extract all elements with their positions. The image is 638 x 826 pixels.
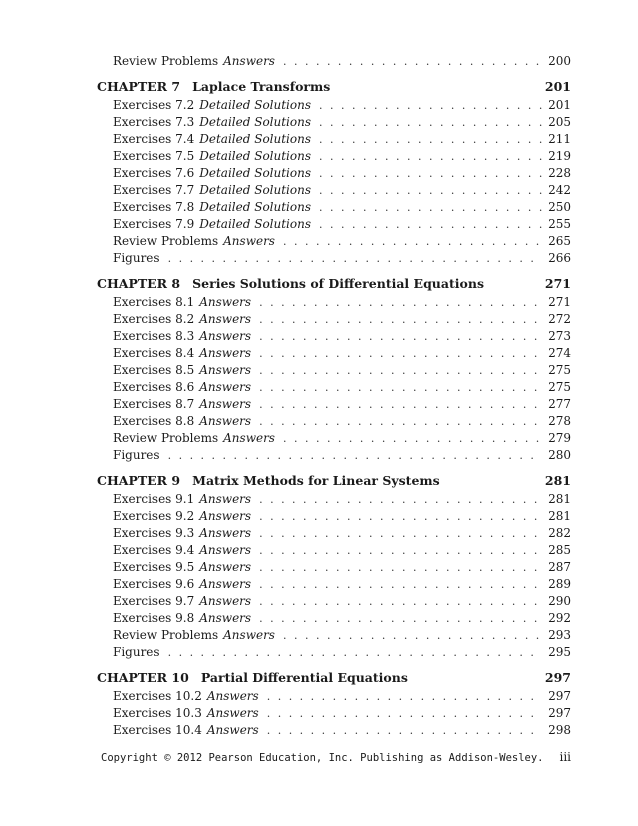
dot-leader	[319, 148, 542, 165]
toc-entry[interactable]	[97, 576, 571, 593]
entry-label: Exercises 8.6	[113, 380, 195, 394]
dot-leader	[259, 311, 542, 328]
dot-leader	[259, 396, 542, 413]
chapter-title: Partial Differential Equations	[200, 670, 408, 685]
entry-label: Review Problems	[113, 431, 219, 445]
chapter-page-number: 201	[544, 79, 571, 94]
toc-entry[interactable]	[97, 182, 571, 199]
chapter-list	[97, 78, 571, 739]
chapter-number: CHAPTER 10	[97, 670, 189, 685]
entry-subtitle: Answers	[199, 560, 252, 574]
entry-label: Exercises 9.1	[113, 492, 195, 506]
toc-entry[interactable]	[97, 627, 571, 644]
entry-page-number: 280	[548, 448, 571, 462]
entry-page-number: 205	[548, 115, 571, 129]
toc-entry[interactable]	[97, 131, 571, 148]
toc-entry[interactable]	[97, 345, 571, 362]
entry-page-number: 285	[548, 543, 571, 557]
entry-label: Review Problems	[113, 54, 219, 68]
toc-entry-review-problems-ch6[interactable]	[97, 53, 571, 70]
entry-subtitle: Detailed Solutions	[199, 200, 312, 214]
entry-subtitle: Answers	[223, 234, 275, 248]
dot-leader	[267, 688, 542, 705]
entry-label: Exercises 8.1	[113, 295, 195, 309]
entry-page-number: 201	[548, 98, 571, 112]
dot-leader	[259, 508, 542, 525]
entry-label: Figures	[113, 448, 160, 462]
dot-leader	[168, 250, 543, 267]
entry-subtitle: Answers	[199, 611, 252, 625]
entry-subtitle: Answers	[223, 628, 275, 642]
entry-label: Exercises 7.3	[113, 115, 195, 129]
entry-label: Exercises 7.6	[113, 166, 195, 180]
entry-label: Figures	[113, 251, 160, 265]
entry-subtitle: Detailed Solutions	[199, 183, 312, 197]
entry-subtitle: Answers	[199, 526, 252, 540]
dot-leader	[259, 379, 542, 396]
dot-leader	[168, 447, 543, 464]
entry-page-number: 265	[548, 234, 571, 248]
entry-subtitle: Answers	[199, 312, 252, 326]
entry-subtitle: Detailed Solutions	[199, 115, 312, 129]
entry-page-number: 266	[548, 251, 571, 265]
entry-page-number: 290	[548, 594, 571, 608]
entry-page-number: 278	[548, 414, 571, 428]
chapter-number: CHAPTER 9	[97, 473, 181, 488]
toc-entry[interactable]	[97, 328, 571, 345]
entry-label: Exercises 9.6	[113, 577, 195, 591]
entry-label: Exercises 7.9	[113, 217, 195, 231]
chapter-title: Laplace Transforms	[192, 79, 331, 94]
toc-entry[interactable]	[97, 294, 571, 311]
entry-label: Exercises 8.3	[113, 329, 195, 343]
entry-label: Review Problems	[113, 234, 219, 248]
chapter-heading[interactable]	[97, 669, 571, 687]
dot-leader	[283, 430, 542, 447]
entry-label: Exercises 7.5	[113, 149, 195, 163]
dot-leader	[319, 165, 542, 182]
dot-leader	[168, 644, 543, 661]
entry-page-number: 242	[548, 183, 571, 197]
entry-subtitle: Answers	[223, 54, 275, 68]
toc-entry[interactable]	[97, 379, 571, 396]
chapter-title: Matrix Methods for Linear Systems	[192, 473, 440, 488]
toc-entry[interactable]	[97, 216, 571, 233]
toc-entry[interactable]	[97, 362, 571, 379]
dot-leader	[319, 131, 542, 148]
chapter-page-number: 281	[544, 473, 571, 488]
dot-leader	[259, 328, 542, 345]
entry-page-number: 219	[548, 149, 571, 163]
entry-page-number: 255	[548, 217, 571, 231]
entry-label: Figures	[113, 645, 160, 659]
copyright-notice: Copyright © 2012 Pearson Education, Inc. Publishing as Addison-Wesley.	[101, 752, 544, 764]
toc-entry[interactable]	[97, 447, 571, 464]
toc-entry[interactable]	[97, 542, 571, 559]
entry-label: Exercises 7.2	[113, 98, 195, 112]
entry-label: Exercises 9.8	[113, 611, 195, 625]
chapter-number: CHAPTER 8	[97, 276, 181, 291]
entry-label: Exercises 10.4	[113, 723, 202, 737]
entry-subtitle: Detailed Solutions	[199, 217, 312, 231]
dot-leader	[319, 182, 542, 199]
entry-subtitle: Answers	[199, 594, 252, 608]
entry-label: Exercises 10.2	[113, 689, 202, 703]
toc-entry[interactable]	[97, 593, 571, 610]
entry-subtitle: Answers	[199, 577, 252, 591]
entry-subtitle: Answers	[199, 414, 252, 428]
entry-page-number: 228	[548, 166, 571, 180]
toc-entry[interactable]	[97, 491, 571, 508]
entry-subtitle: Answers	[206, 723, 259, 737]
toc-entry[interactable]	[97, 644, 571, 661]
entry-label: Exercises 9.2	[113, 509, 195, 523]
entry-page-number: 273	[548, 329, 571, 343]
dot-leader	[267, 705, 542, 722]
entry-label: Exercises 9.3	[113, 526, 195, 540]
entry-page-number: 295	[548, 645, 571, 659]
entry-page-number: 289	[548, 577, 571, 591]
dot-leader	[259, 362, 542, 379]
entry-label: Exercises 7.8	[113, 200, 195, 214]
dot-leader	[259, 491, 542, 508]
entry-subtitle: Answers	[199, 363, 252, 377]
entry-subtitle: Answers	[199, 397, 252, 411]
entry-page-number: 281	[548, 509, 571, 523]
entry-page-number: 250	[548, 200, 571, 214]
entry-label: Exercises 8.8	[113, 414, 195, 428]
entry-page-number: 287	[548, 560, 571, 574]
dot-leader	[259, 610, 542, 627]
entry-page-number: 271	[548, 295, 571, 309]
entry-subtitle: Answers	[199, 509, 252, 523]
dot-leader	[319, 97, 542, 114]
chapter-heading[interactable]	[97, 78, 571, 96]
dot-leader	[283, 53, 542, 70]
dot-leader	[319, 199, 542, 216]
dot-leader	[283, 233, 542, 250]
toc-entry[interactable]	[97, 233, 571, 250]
entry-label: Exercises 8.5	[113, 363, 195, 377]
page-footer	[101, 750, 571, 764]
entry-subtitle: Answers	[199, 346, 252, 360]
entry-label: Exercises 9.7	[113, 594, 195, 608]
entry-page-number: 297	[548, 689, 571, 703]
dot-leader	[319, 216, 542, 233]
dot-leader	[319, 114, 542, 131]
toc-entry[interactable]	[97, 722, 571, 739]
entry-label: Exercises 8.7	[113, 397, 195, 411]
entry-label: Exercises 8.2	[113, 312, 195, 326]
toc-entry[interactable]	[97, 705, 571, 722]
entry-page-number: 277	[548, 397, 571, 411]
toc-entry[interactable]	[97, 508, 571, 525]
entry-label: Exercises 9.4	[113, 543, 195, 557]
dot-leader	[259, 542, 542, 559]
entry-page-number: 293	[548, 628, 571, 642]
entry-page-number: 281	[548, 492, 571, 506]
entry-page-number: 297	[548, 706, 571, 720]
chapter-page-number: 297	[544, 670, 571, 685]
entry-label: Exercises 8.4	[113, 346, 195, 360]
entry-subtitle: Answers	[199, 295, 252, 309]
entry-subtitle: Detailed Solutions	[199, 166, 312, 180]
toc-entry[interactable]	[97, 610, 571, 627]
toc-entry[interactable]	[97, 688, 571, 705]
entry-label: Exercises 10.3	[113, 706, 202, 720]
toc-entry[interactable]	[97, 413, 571, 430]
entry-page-number: 272	[548, 312, 571, 326]
entry-subtitle: Answers	[199, 380, 252, 394]
dot-leader	[283, 627, 542, 644]
chapter-heading[interactable]	[97, 275, 571, 293]
toc-entry[interactable]	[97, 97, 571, 114]
entry-subtitle: Detailed Solutions	[199, 132, 312, 146]
entry-label: Exercises 7.7	[113, 183, 195, 197]
entry-page-number: 200	[548, 54, 571, 68]
entry-page-number: 279	[548, 431, 571, 445]
entry-page-number: 298	[548, 723, 571, 737]
entry-subtitle: Answers	[199, 492, 252, 506]
entry-page-number: 274	[548, 346, 571, 360]
toc-entry[interactable]	[97, 165, 571, 182]
chapter-number: CHAPTER 7	[97, 79, 181, 94]
toc-entry[interactable]	[97, 311, 571, 328]
entry-page-number: 292	[548, 611, 571, 625]
dot-leader	[259, 559, 542, 576]
entry-label: Exercises 9.5	[113, 560, 195, 574]
dot-leader	[267, 722, 542, 739]
toc-entry[interactable]	[97, 430, 571, 447]
dot-leader	[259, 593, 542, 610]
dot-leader	[259, 413, 542, 430]
entry-label: Exercises 7.4	[113, 132, 195, 146]
entry-page-number: 211	[548, 132, 571, 146]
entry-page-number: 282	[548, 526, 571, 540]
entry-subtitle: Detailed Solutions	[199, 149, 312, 163]
page-number: iii	[559, 750, 571, 764]
entry-subtitle: Detailed Solutions	[199, 98, 312, 112]
toc-entry[interactable]	[97, 559, 571, 576]
entry-subtitle: Answers	[206, 706, 259, 720]
toc-entry[interactable]	[97, 199, 571, 216]
chapter-heading[interactable]	[97, 472, 571, 490]
entry-subtitle: Answers	[199, 329, 252, 343]
toc-entry[interactable]	[97, 148, 571, 165]
chapter-page-number: 271	[544, 276, 571, 291]
toc-entry[interactable]	[97, 396, 571, 413]
entry-subtitle: Answers	[199, 543, 252, 557]
entry-label: Review Problems	[113, 628, 219, 642]
entry-subtitle: Answers	[223, 431, 275, 445]
toc-entry[interactable]	[97, 250, 571, 267]
dot-leader	[259, 345, 542, 362]
dot-leader	[259, 576, 542, 593]
dot-leader	[259, 525, 542, 542]
toc-entry[interactable]	[97, 114, 571, 131]
dot-leader	[259, 294, 542, 311]
toc-entry[interactable]	[97, 525, 571, 542]
entry-page-number: 275	[548, 363, 571, 377]
chapter-title: Series Solutions of Differential Equations	[192, 276, 484, 291]
table-of-contents	[97, 53, 571, 739]
entry-subtitle: Answers	[206, 689, 259, 703]
entry-page-number: 275	[548, 380, 571, 394]
